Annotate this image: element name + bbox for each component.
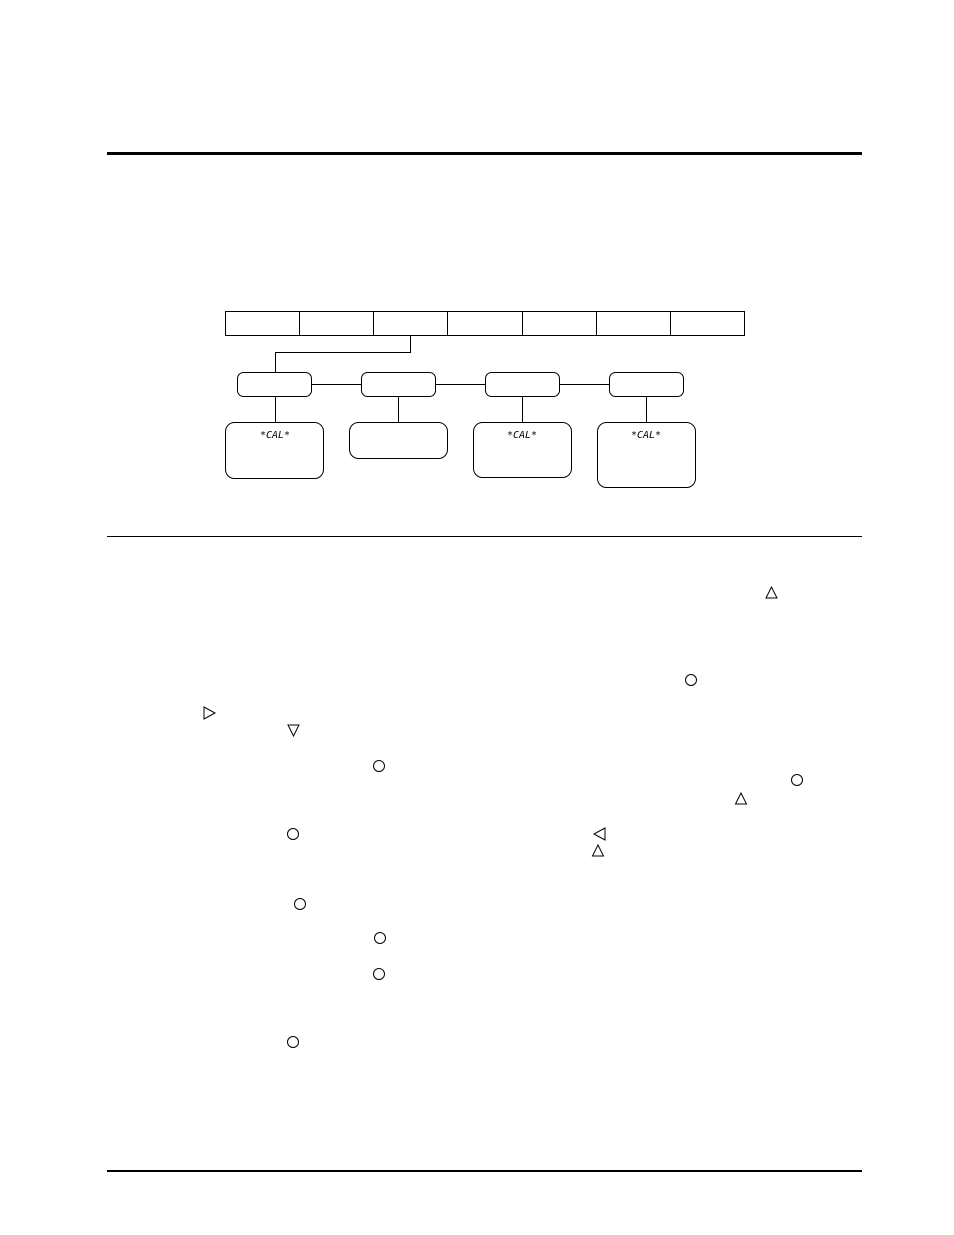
up-triangle-icon bbox=[766, 587, 777, 598]
footer-rule bbox=[107, 1170, 862, 1172]
circle-key-icon bbox=[375, 933, 386, 944]
menu-structure-diagram bbox=[0, 0, 954, 520]
circle-key-icon bbox=[288, 829, 299, 840]
menu-cell-4 bbox=[448, 312, 523, 336]
circle-key-icon bbox=[374, 969, 385, 980]
menu-cell-6 bbox=[597, 312, 671, 336]
circle-key-icon bbox=[288, 1037, 299, 1048]
key-glyphs bbox=[0, 560, 954, 1080]
up-triangle-icon bbox=[593, 845, 604, 856]
detail-box-4-label: *CAL* bbox=[630, 430, 662, 441]
submenu-item-1 bbox=[238, 373, 312, 397]
section-rule bbox=[107, 536, 862, 537]
menu-cell-1 bbox=[226, 312, 300, 336]
detail-box-2 bbox=[350, 423, 448, 459]
up-triangle-icon bbox=[736, 793, 747, 804]
circle-key-icon bbox=[374, 761, 385, 772]
circle-key-icon bbox=[792, 775, 803, 786]
submenu-item-3 bbox=[486, 373, 560, 397]
connector-lines bbox=[276, 336, 647, 423]
detail-boxes bbox=[226, 423, 696, 488]
right-triangle-icon bbox=[204, 707, 215, 719]
menu-cell-3 bbox=[374, 312, 448, 336]
detail-box-3-label: *CAL* bbox=[506, 430, 538, 441]
circle-key-icon bbox=[295, 899, 306, 910]
circle-key-icon bbox=[686, 675, 697, 686]
submenu-item-2 bbox=[362, 373, 436, 397]
down-triangle-icon bbox=[288, 725, 299, 736]
top-menu-row bbox=[226, 312, 745, 336]
menu-cell-7 bbox=[671, 312, 745, 336]
detail-box-1-label: *CAL* bbox=[259, 430, 291, 441]
left-triangle-icon bbox=[594, 828, 605, 840]
submenu-item-4 bbox=[610, 373, 684, 397]
menu-cell-5 bbox=[523, 312, 597, 336]
menu-cell-2 bbox=[300, 312, 374, 336]
